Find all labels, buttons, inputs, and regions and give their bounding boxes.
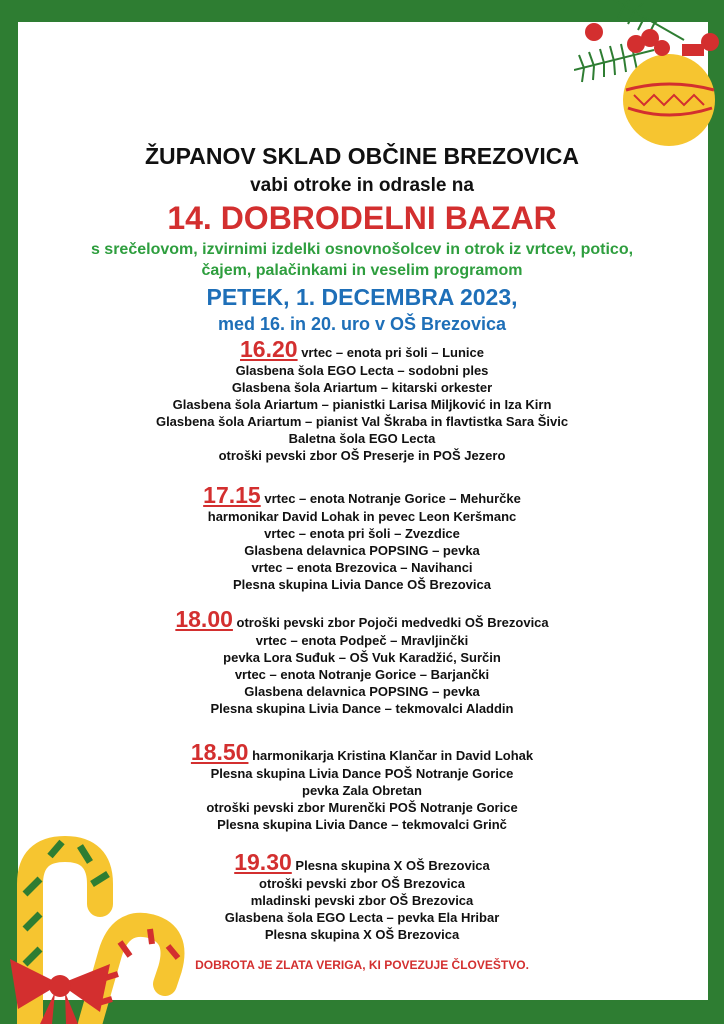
program-time: 17.15 (203, 482, 261, 508)
description-line-1: s srečelovom, izvirnimi izdelki osnovnošolcev in otrok iz vrtcev, potico, (90, 241, 634, 258)
program-item: otroški pevski zbor OŠ Preserje in POŠ Jezero (218, 448, 506, 463)
program-item: vrtec – enota Notranje Gorice – Barjančki (234, 667, 490, 682)
program-item: pevka Lora Suđuk – OŠ Vuk Karadžić, Surčin (223, 650, 501, 665)
program-item: Glasbena delavnica POPSING – pevka (244, 543, 480, 558)
program-item: Glasbena delavnica POPSING – pevka (244, 684, 480, 699)
invitation-line: vabi otroke in odrasle na (250, 175, 474, 196)
program-item: Glasbena šola Ariartum – kitarski orkester (231, 380, 493, 395)
program-item: Glasbena šola EGO Lecta – pevka Ela Hribar (224, 910, 500, 925)
program-block (0, 336, 724, 464)
program-block-header (0, 336, 724, 362)
program-item: otroški pevski zbor Pojoči medvedki OŠ Brezovica (236, 615, 549, 630)
program-item: Plesna skupina Livia Dance OŠ Brezovica (233, 577, 491, 592)
program-block-header (0, 606, 724, 632)
program-item: Plesna skupina Livia Dance – tekmovalci Aladdin (210, 701, 514, 716)
program-time: 18.50 (190, 739, 249, 765)
program-block (0, 739, 724, 833)
program-time: 18.00 (175, 606, 233, 632)
program-block-header (0, 482, 724, 508)
program-item: Glasbena šola EGO Lecta – sodobni ples (235, 363, 489, 378)
event-title: 14. DOBRODELNI BAZAR (167, 200, 557, 236)
organizer-title: ŽUPANOV SKLAD OBČINE BREZOVICA (144, 143, 580, 169)
program-item: Plesna skupina Livia Dance POŠ Notranje Gorice (210, 766, 514, 781)
program-item: Plesna skupina Livia Dance – tekmovalci Grinč (217, 817, 507, 832)
program-item: mladinski pevski zbor OŠ Brezovica (250, 893, 474, 908)
event-date: PETEK, 1. DECEMBRA 2023, (206, 284, 518, 310)
program-item: harmonikar David Lohak in pevec Leon Keršmanc (207, 509, 517, 524)
program-item: harmonikarja Kristina Klančar in David Lohak (252, 748, 534, 763)
program-block-header (0, 849, 724, 875)
program-item: otroški pevski zbor Murenčki POŠ Notranje Gorice (206, 800, 518, 815)
program-item: vrtec – enota Brezovica – Navihanci (251, 560, 473, 575)
program-item: Glasbena šola Ariartum – pianistki Larisa Miljković in Iza Kirn (172, 397, 552, 412)
program-item: vrtec – enota Notranje Gorice – Mehurčke (264, 491, 521, 506)
program-block (0, 849, 724, 943)
program-item: vrtec – enota Podpeč – Mravljinčki (255, 633, 469, 648)
program-time: 16.20 (240, 336, 298, 362)
program-item: Glasbena šola Ariartum – pianist Val Škraba in flavtistka Sara Šivic (155, 414, 569, 429)
event-time-place: med 16. in 20. uro v OŠ Brezovica (217, 314, 507, 334)
program-item: Plesna skupina X OŠ Brezovica (295, 858, 490, 873)
program-item: vrtec – enota pri šoli – Zvezdice (264, 526, 460, 541)
program-item: otroški pevski zbor OŠ Brezovica (259, 876, 465, 891)
program-block (0, 482, 724, 593)
program-time: 19.30 (234, 849, 292, 875)
program-item: pevka Zala Obretan (302, 783, 422, 798)
program-block-header (0, 739, 724, 765)
program-block (0, 606, 724, 717)
program-item: Baletna šola EGO Lecta (288, 431, 436, 446)
program-item: Plesna skupina X OŠ Brezovica (264, 927, 460, 942)
footer-motto: DOBROTA JE ZLATA VERIGA, KI POVEZUJE ČLOVEŠTVO. (195, 958, 529, 972)
description-line-2: čajem, palačinkami in veselim programom (201, 262, 523, 279)
program-item: vrtec – enota pri šoli – Lunice (301, 345, 484, 360)
